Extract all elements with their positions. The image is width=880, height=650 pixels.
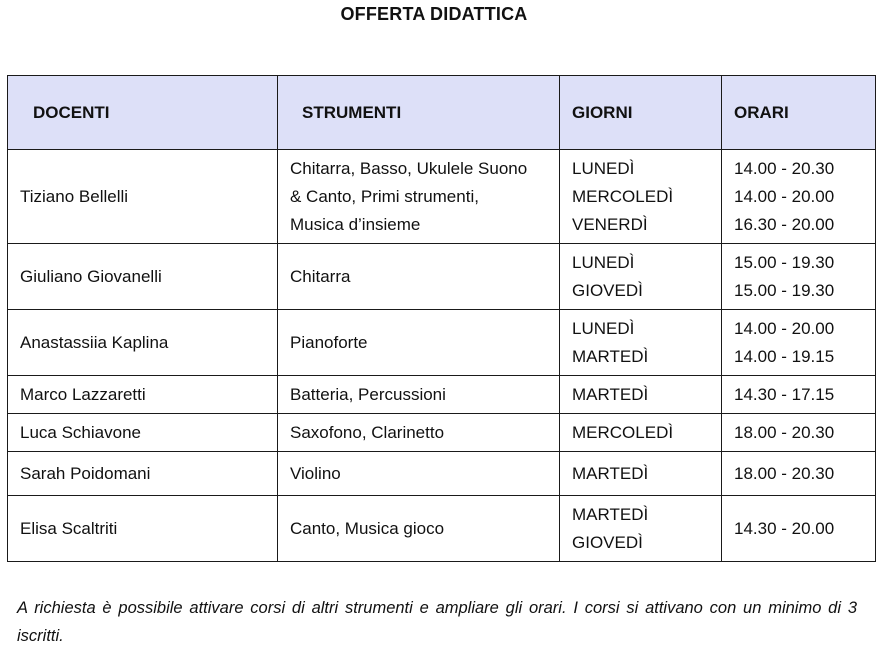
giorni-line: MARTEDÌ	[572, 384, 649, 404]
table-row	[8, 244, 876, 310]
cell-strumenti	[278, 310, 560, 376]
orari-line: 16.30 - 20.00	[734, 214, 835, 234]
table-row	[8, 150, 876, 244]
cell-giorni	[560, 414, 722, 452]
cell-orari	[722, 150, 876, 244]
giorni-line: GIOVEDÌ	[572, 280, 643, 300]
cell-docente: Anastassiia Kaplina	[8, 310, 278, 376]
header-strumenti: STRUMENTI	[278, 76, 560, 150]
cell-strumenti	[278, 496, 560, 562]
giorni-line: MARTEDÌ	[572, 504, 649, 524]
cell-orari	[722, 244, 876, 310]
cell-docente: Marco Lazzaretti	[8, 376, 278, 414]
strumenti-line: Chitarra	[290, 266, 351, 286]
cell-strumenti	[278, 376, 560, 414]
cell-giorni	[560, 150, 722, 244]
orari-line: 14.30 - 20.00	[734, 518, 835, 538]
header-row	[8, 76, 876, 150]
cell-docente: Tiziano Bellelli	[8, 150, 278, 244]
orari-line: 15.00 - 19.30	[734, 280, 835, 300]
giorni-line: MARTEDÌ	[572, 346, 649, 366]
cell-giorni	[560, 244, 722, 310]
table-row	[8, 310, 876, 376]
header-orari: ORARI	[722, 76, 876, 150]
strumenti-line: Pianoforte	[290, 332, 368, 352]
table-body	[8, 150, 876, 562]
cell-orari	[722, 496, 876, 562]
strumenti-line: & Canto, Primi strumenti,	[290, 186, 479, 206]
cell-strumenti	[278, 414, 560, 452]
page-title: OFFERTA DIDATTICA	[340, 4, 528, 24]
giorni-line: MERCOLEDÌ	[572, 186, 674, 206]
orari-line: 14.00 - 20.30	[734, 158, 835, 178]
orari-line: 15.00 - 19.30	[734, 252, 835, 272]
orari-line: 18.00 - 20.30	[734, 463, 835, 483]
strumenti-line: Musica d’insieme	[290, 214, 421, 234]
cell-orari	[722, 452, 876, 496]
giorni-line: MARTEDÌ	[572, 463, 649, 483]
header-docenti: DOCENTI	[8, 76, 278, 150]
cell-strumenti	[278, 150, 560, 244]
giorni-line: LUNEDÌ	[572, 318, 635, 338]
cell-orari	[722, 414, 876, 452]
strumenti-line: Saxofono, Clarinetto	[290, 422, 445, 442]
orari-line: 18.00 - 20.30	[734, 422, 835, 442]
strumenti-line: Chitarra, Basso, Ukulele Suono	[290, 158, 528, 178]
table-row	[8, 496, 876, 562]
orari-line: 14.30 - 17.15	[734, 384, 835, 404]
cell-orari	[722, 310, 876, 376]
giorni-line: VENERDÌ	[572, 214, 648, 234]
cell-strumenti	[278, 244, 560, 310]
orari-line: 14.00 - 19.15	[734, 346, 835, 366]
cell-giorni	[560, 376, 722, 414]
cell-giorni	[560, 452, 722, 496]
footnote: A richiesta è possibile attivare corsi di altri strumenti e ampliare gli orari. I corsi si attivano con un minimo di 3 iscritti.	[17, 599, 857, 645]
header-giorni: GIORNI	[560, 76, 722, 150]
orari-line: 14.00 - 20.00	[734, 186, 835, 206]
giorni-line: LUNEDÌ	[572, 252, 635, 272]
table-row	[8, 414, 876, 452]
cell-giorni	[560, 310, 722, 376]
cell-docente: Luca Schiavone	[8, 414, 278, 452]
cell-strumenti	[278, 452, 560, 496]
orari-line: 14.00 - 20.00	[734, 318, 835, 338]
strumenti-line: Canto, Musica gioco	[290, 518, 445, 538]
strumenti-line: Violino	[290, 463, 341, 483]
offer-table	[7, 75, 876, 562]
cell-giorni	[560, 496, 722, 562]
cell-orari	[722, 376, 876, 414]
strumenti-line: Batteria, Percussioni	[290, 384, 446, 404]
table-row	[8, 376, 876, 414]
giorni-line: MERCOLEDÌ	[572, 422, 674, 442]
giorni-line: LUNEDÌ	[572, 158, 635, 178]
table-row	[8, 452, 876, 496]
cell-docente: Giuliano Giovanelli	[8, 244, 278, 310]
giorni-line: GIOVEDÌ	[572, 532, 643, 552]
cell-docente: Elisa Scaltriti	[8, 496, 278, 562]
cell-docente: Sarah Poidomani	[8, 452, 278, 496]
